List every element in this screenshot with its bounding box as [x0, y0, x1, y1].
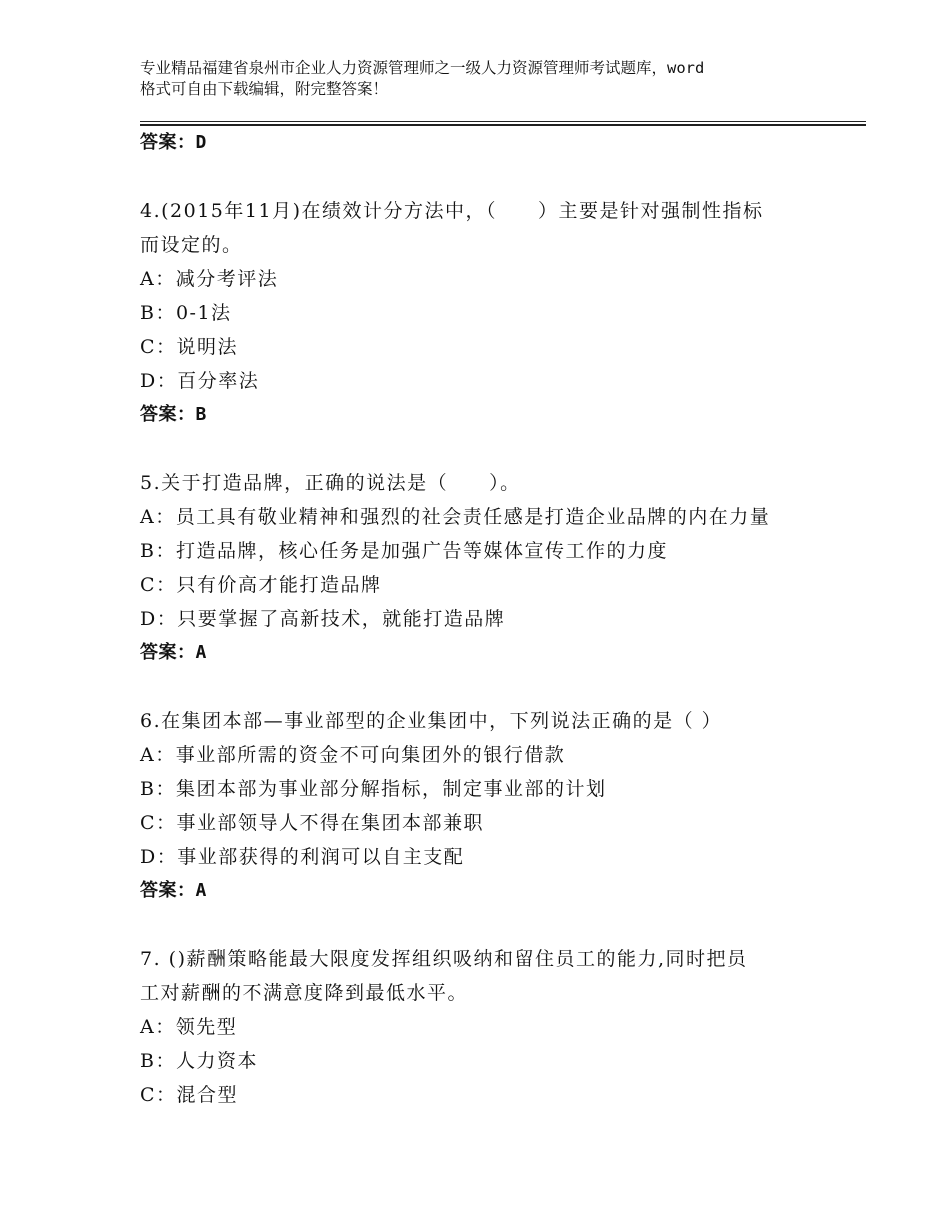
answer: 答案：A [140, 642, 207, 663]
question-stem-cont: 而设定的。 [140, 234, 243, 256]
option-c: C：说明法 [140, 336, 239, 358]
option-a: A：事业部所需的资金不可向集团外的银行借款 [140, 744, 566, 766]
option-a: A：减分考评法 [140, 268, 279, 290]
answer: 答案：B [140, 404, 207, 425]
option-d: D：百分率法 [140, 370, 260, 392]
question-7 [140, 942, 820, 1112]
option-b: B：集团本部为事业部分解指标，制定事业部的计划 [140, 778, 607, 800]
document-header [140, 58, 830, 100]
question-4 [140, 194, 820, 432]
option-d: D：只要掌握了高新技术，就能打造品牌 [140, 608, 506, 630]
option-b: B：打造品牌，核心任务是加强广告等媒体宣传工作的力度 [140, 540, 668, 562]
spacer [140, 160, 820, 194]
question-stem: 4.(2015年11月)在绩效计分方法中，（ ）主要是针对强制性指标 [140, 200, 764, 222]
question-stem: 6.在集团本部—事业部型的企业集团中，下列说法正确的是（ ） [140, 710, 723, 732]
document-body [140, 126, 820, 1112]
answer-q3: 答案：D [140, 132, 207, 153]
spacer [140, 908, 820, 942]
question-stem-cont: 工对薪酬的不满意度降到最低水平。 [140, 982, 469, 1004]
spacer [140, 670, 820, 704]
option-a: A：员工具有敬业精神和强烈的社会责任感是打造企业品牌的内在力量 [140, 506, 771, 528]
option-c: C：混合型 [140, 1084, 239, 1106]
header-rule-thin [140, 121, 866, 122]
answer: 答案：A [140, 880, 207, 901]
spacer [140, 432, 820, 466]
question-stem: 5.关于打造品牌，正确的说法是（ ）。 [140, 472, 521, 494]
option-c: C：事业部领导人不得在集团本部兼职 [140, 812, 485, 834]
header-line-1: 专业精品福建省泉州市企业人力资源管理师之一级人力资源管理师考试题库，word [140, 59, 705, 77]
option-b: B：0-1法 [140, 302, 232, 324]
option-b: B：人力资本 [140, 1050, 258, 1072]
option-a: A：领先型 [140, 1016, 238, 1038]
question-6 [140, 704, 820, 908]
header-line-2: 格式可自由下载编辑，附完整答案！ [140, 80, 389, 98]
question-5 [140, 466, 820, 670]
question-stem: 7. ()薪酬策略能最大限度发挥组织吸纳和留住员工的能力,同时把员 [140, 948, 748, 970]
option-c: C：只有价高才能打造品牌 [140, 574, 382, 596]
option-d: D：事业部获得的利润可以自主支配 [140, 846, 465, 868]
